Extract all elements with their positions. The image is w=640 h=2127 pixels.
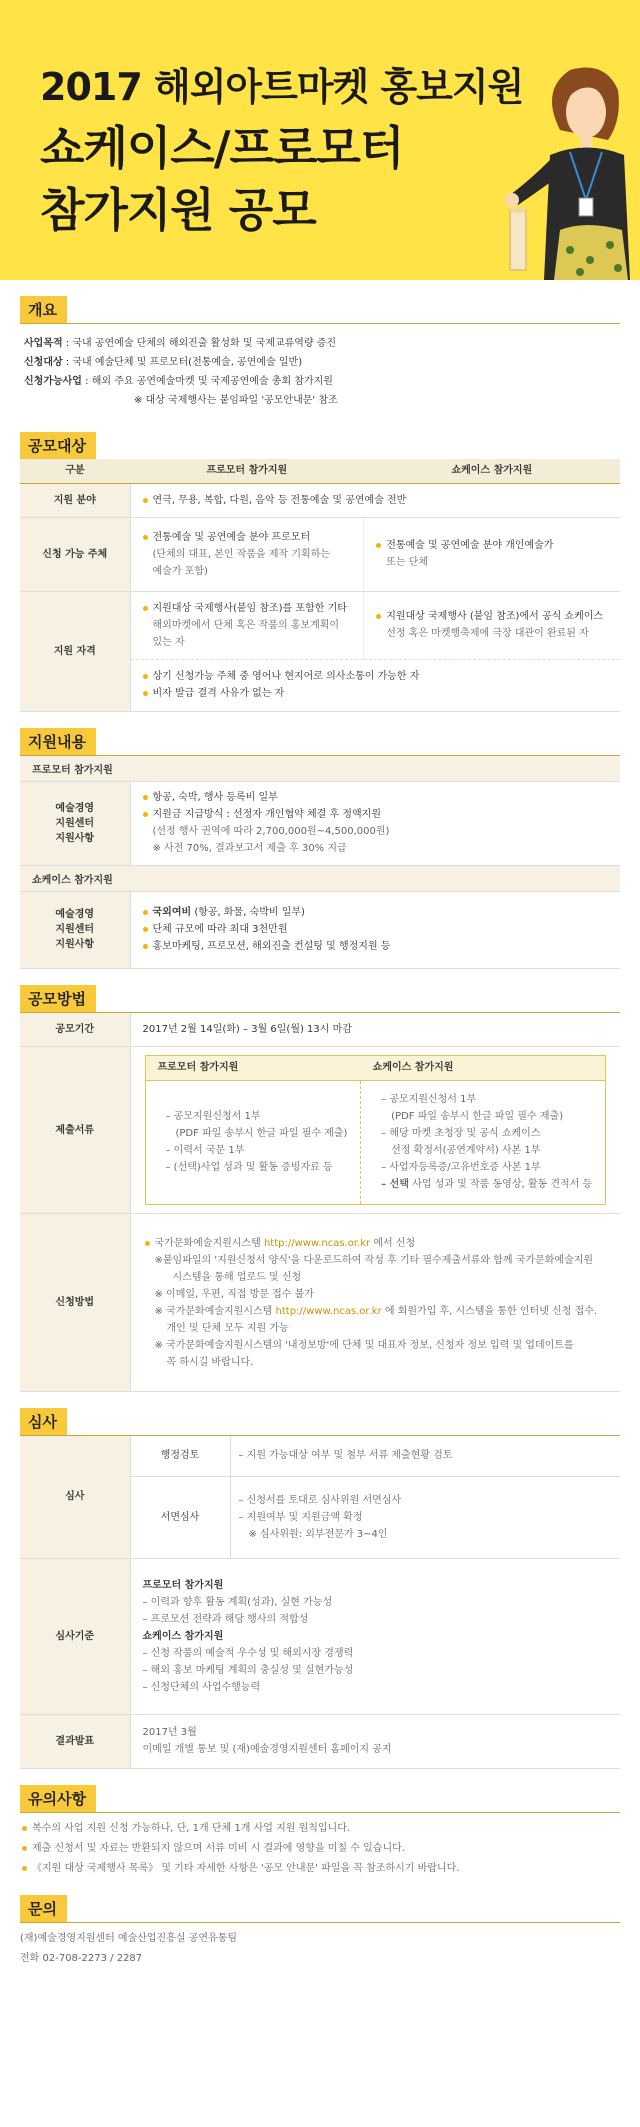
qual-common-2: 비자 발급 결격 사유가 없는 자 (141, 685, 611, 702)
support-section (0, 712, 640, 969)
admin-text: – 지원 가능대상 여부 및 첨부 서류 제출현황 검토 (230, 1436, 620, 1476)
docs-col-promoter: 프로모터 참가지원 (146, 1056, 361, 1080)
criteria-2: – 프로모션 전략과 해당 행사의 적합성 (142, 1613, 309, 1625)
support-s1-bold: 국외여비 (152, 907, 192, 919)
admin-label: 행정검토 (130, 1436, 230, 1476)
review-section (0, 1392, 640, 1769)
project-label: 신청가능사업 (24, 376, 82, 387)
applicant-promoter: 전통예술 및 공연예술 분야 프로모터 (141, 529, 354, 546)
doc-p3: – 이력서 국문 1부 (165, 1145, 245, 1157)
apply-1: 국가문화예술지원시스템 (154, 1237, 261, 1249)
row-label-field: 지원 분야 (20, 483, 130, 517)
period-text: 2017년 2월 14일(화) – 3월 6일(월) 13시 마감 (130, 1013, 620, 1047)
ncas-link[interactable]: http://www.ncas.or.kr (263, 1237, 371, 1249)
support-p3: (선정 행사 권역에 따라 2,700,000원~4,500,000원) (152, 826, 390, 838)
doc-s6-bold: – 선택 (381, 1179, 409, 1191)
docs-col-showcase: 쇼케이스 참가지원 (361, 1056, 605, 1080)
overview-heading: 개요 (20, 296, 67, 323)
apply-2: ※붙임파일의 '지원신청서 양식'을 다운로드하여 작성 후 기타 필수제출서류와 함께 국가문화예술지원 (154, 1254, 594, 1266)
criteria-head-promoter: 프로모터 참가지원 (142, 1579, 224, 1591)
doc-p1: – 공모지원신청서 1부 (165, 1111, 261, 1123)
support-label-2: 예술경영 지원센터 지원사항 (20, 892, 130, 968)
contact-org: (재)예술경영지원센터 예술산업진흥실 공연유통팀 (20, 1932, 238, 1944)
doc-p2: (PDF 파일 송부시 한글 파일 필수 제출) (175, 1128, 348, 1140)
eligibility-section (0, 416, 640, 712)
qual-showcase-2: 선정 혹은 마켓행축제에 극장 대관이 완료된 자 (386, 628, 589, 639)
apply-4: ※ 국가문화예술지원시스템 (154, 1305, 273, 1317)
eligibility-table (20, 459, 620, 712)
doc-p4: – (선택)사업 성과 및 활동 증빙자료 등 (165, 1162, 333, 1174)
notice-section (0, 1769, 640, 1879)
support-label-1: 예술경영 지원센터 지원사항 (20, 782, 130, 866)
doc-s1: – 공모지원신청서 1부 (381, 1094, 477, 1106)
support-p4: ※ 사전 70%, 결과보고서 제출 후 30% 지급 (152, 843, 347, 855)
notice-1: 복수의 사업 지원 신청 가능하나, 단, 1개 단체 1개 사업 지원 원칙입니다. (20, 1819, 620, 1839)
support-s1: (항공, 화물, 숙박비 일부) (191, 907, 305, 919)
notice-3: 《지원 대상 국제행사 목록》 및 기타 자세한 사항은 '공모 안내문' 파일을 꼭 참조하시기 바랍니다. (20, 1859, 620, 1879)
applicant-promoter-note: (단체의 대표, 본인 작품을 제작 기획하는 (152, 548, 331, 560)
method-heading: 공모방법 (20, 985, 96, 1012)
project-text: : 해외 주요 공연예술마켓 및 국제공연예술 총회 참가지원 (81, 376, 333, 387)
overview-section (0, 280, 640, 416)
doc-s4: 선정 확정서(공연계약서) 사본 1부 (391, 1145, 541, 1157)
result-label: 결과발표 (20, 1714, 130, 1768)
hero-title-line2: 쇼케이스/프로모터 (40, 121, 404, 175)
result-2: 이메일 개별 통보 및 (재)예술경영지원센터 홈페이지 공지 (142, 1744, 392, 1755)
apply-1-end: 에서 신청 (370, 1237, 416, 1249)
criteria-4: – 해외 홍보 마케팅 계획의 충실성 및 실현가능성 (142, 1664, 354, 1676)
col-category: 구분 (20, 459, 130, 483)
doc-review-label: 서면심사 (130, 1476, 230, 1558)
contact-section (0, 1879, 640, 1975)
doc-s6: 사업 성과 및 작품 동영상, 활동 견적서 등 (408, 1179, 593, 1191)
col-showcase: 쇼케이스 참가지원 (364, 459, 620, 483)
support-s2: 단체 규모에 따라 최대 3천만원 (141, 921, 611, 938)
field-text: 연극, 무용, 복합, 다원, 음악 등 전통예술 및 공연예술 전반 (141, 492, 611, 509)
review-label: 심사 (20, 1436, 130, 1558)
period-label: 공모기간 (20, 1013, 130, 1047)
apply-5b: 꼭 하시길 바랍니다. (166, 1356, 254, 1368)
apply-5: ※ 국가문화예술지원시스템의 '내정보방'에 단체 및 대표자 정보, 신청자 정보 입력 및 업데이트를 (154, 1339, 574, 1351)
col-promoter: 프로모터 참가지원 (130, 459, 364, 483)
qual-common-1: 상기 신청가능 주체 중 영어나 현지어로 의사소통이 가능한 자 (141, 668, 611, 685)
target-label: 신청대상 (24, 357, 63, 368)
apply-4-end: 에 회원가입 후, 시스템을 통한 인터넷 신청 접수. (381, 1305, 598, 1317)
doc-review-2: – 지원여부 및 지원금액 확정 (238, 1511, 363, 1523)
woman-illustration (500, 60, 640, 280)
criteria-head-showcase: 쇼케이스 참가지원 (142, 1630, 224, 1642)
contact-phone: 전화 02-708-2273 / 2287 (20, 1952, 143, 1964)
purpose-label: 사업목적 (24, 338, 63, 349)
overview-note: ※ 대상 국제행사는 붙임파일 '공모안내문' 참조 (134, 395, 338, 406)
criteria-3: – 신청 작품의 예술적 우수성 및 해외시장 경쟁력 (142, 1647, 354, 1659)
criteria-label: 심사기준 (20, 1558, 130, 1714)
apply-2b: 시스템을 통해 업로드 및 신청 (172, 1271, 302, 1283)
criteria-1: – 이력과 향후 활동 계획(성과), 실현 가능성 (142, 1596, 333, 1608)
apply-3: ※ 이메일, 우편, 직접 방문 접수 불가 (154, 1288, 314, 1300)
support-promoter-head: 프로모터 참가지원 (20, 756, 620, 782)
qual-promoter-2: 해외마켓에서 단체 혹은 작품의 홍보계획이 (152, 619, 340, 631)
review-heading: 심사 (20, 1408, 67, 1435)
support-heading: 지원내용 (20, 728, 96, 755)
row-label-applicant: 신청 가능 주체 (20, 517, 130, 591)
qual-promoter: 지원대상 국제행사(붙임 참조)를 포함한 기타 (141, 600, 354, 617)
support-s3: 홍보마케팅, 프로모션, 해외진출 컨설팅 및 행정지원 등 (141, 938, 611, 955)
qual-showcase: 지원대상 국제행사 (붙임 참조)에서 공식 쇼케이스 (374, 608, 610, 625)
hero-banner (0, 0, 640, 280)
notice-2: 제출 신청서 및 자료는 반환되지 않으며 서류 미비 시 결과에 영향을 미칠 수 있습니다. (20, 1839, 620, 1859)
method-section (0, 969, 640, 1393)
apply-4b: 개인 및 단체 모두 지원 가능 (166, 1322, 289, 1334)
notice-heading: 유의사항 (20, 1785, 96, 1812)
applicant-promoter-note2: 예술가 포함) (152, 565, 208, 577)
doc-review-1: – 신청서를 토대로 심사위원 서면심사 (238, 1494, 402, 1506)
apply-label: 신청방법 (20, 1214, 130, 1392)
eligibility-heading: 공모대상 (20, 432, 96, 459)
qual-promoter-3: 있는 자 (152, 636, 185, 648)
support-showcase-head: 쇼케이스 참가지원 (20, 866, 620, 892)
applicant-showcase: 전통예술 및 공연예술 분야 개인예술가 (374, 537, 610, 554)
row-label-qualification: 지원 자격 (20, 591, 130, 711)
hero-title-line1: 2017 해외아트마켓 홍보지원 (40, 65, 524, 109)
doc-s5: – 사업자등록증/고유번호증 사본 1부 (381, 1162, 541, 1174)
result-1: 2017년 3월 (142, 1727, 197, 1738)
support-p1: 항공, 숙박, 행사 등록비 일부 (141, 789, 611, 806)
doc-review-3: ※ 심사위원: 외부전문가 3~4인 (248, 1528, 388, 1540)
ncas-link-2[interactable]: http://www.ncas.or.kr (275, 1305, 382, 1317)
target-text: : 국내 예술단체 및 프로모터(전통예술, 공연예술 일반) (62, 357, 303, 368)
purpose-text: : 국내 공연예술 단체의 해외진출 활성화 및 국제교류역량 증진 (62, 338, 337, 349)
doc-s3: – 해당 마켓 초청장 및 공식 쇼케이스 (381, 1128, 541, 1140)
criteria-5: – 신청단체의 사업수행능력 (142, 1681, 261, 1693)
doc-s2: (PDF 파일 송부시 한글 파일 필수 제출) (391, 1111, 564, 1123)
support-p2: 지원금 지급방식 : 선정자 개인협약 체결 후 정액지원 (141, 806, 611, 823)
applicant-showcase-note: 또는 단체 (386, 557, 429, 568)
contact-heading: 문의 (20, 1895, 67, 1922)
docs-label: 제출서류 (20, 1047, 130, 1214)
hero-title-line3: 참가지원 공모 (40, 183, 316, 237)
